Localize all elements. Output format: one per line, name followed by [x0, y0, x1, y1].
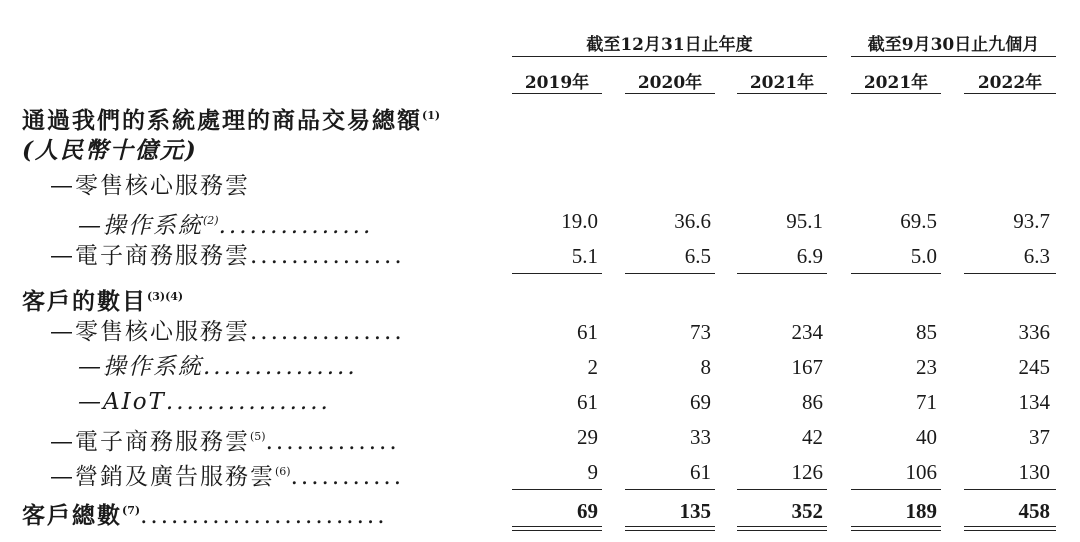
total-double-underline — [512, 530, 602, 531]
total-double-underline — [737, 530, 827, 531]
row-label: —電子商務服務雲 — [50, 429, 250, 455]
cell-value: 69 — [577, 499, 598, 523]
table-row-total — [0, 494, 1080, 528]
cell-value: 42 — [802, 425, 823, 449]
total-double-underline — [625, 526, 715, 527]
cell-value: 73 — [690, 320, 711, 344]
row-label: (人民幣十億元) — [22, 137, 198, 164]
total-underline — [737, 489, 827, 490]
table-row — [0, 239, 1080, 273]
total-double-underline — [512, 526, 602, 527]
cell-value: 86 — [802, 390, 823, 414]
cell-value: 69.5 — [900, 209, 937, 233]
col-header-2022-nine-months: 2022年 — [977, 73, 1043, 93]
table-row — [0, 385, 1080, 419]
footnote-ref: (1) — [422, 109, 441, 122]
cell-value: 23 — [916, 355, 937, 379]
col-header-2019: 2019年 — [524, 73, 590, 93]
total-double-underline — [737, 526, 827, 527]
row-label: 通過我們的系統處理的商品交易總額 — [22, 107, 422, 134]
total-underline — [851, 489, 941, 490]
row-label: —AIoT — [78, 389, 166, 415]
cell-value: 5.1 — [571, 244, 598, 268]
table-row — [0, 455, 1080, 489]
col-underline — [625, 93, 715, 94]
cell-value: 71 — [916, 390, 937, 414]
footnote-ref: (7) — [122, 504, 141, 517]
row-label: —操作系統 — [78, 354, 203, 380]
col-underline — [512, 93, 602, 94]
total-underline — [625, 489, 715, 490]
cell-value: 61 — [690, 460, 711, 484]
cell-value: 33 — [690, 425, 711, 449]
cell-value: 189 — [905, 499, 937, 523]
row-label: 客戶總數 — [22, 502, 122, 529]
header-group-nine-months: 截至9月30日止九個月 — [867, 35, 1040, 55]
footnote-ref: (3)(4) — [147, 290, 184, 303]
subtotal-underline — [964, 273, 1056, 274]
row-label: —操作系統 — [78, 213, 203, 239]
table-row — [0, 99, 1080, 133]
row-label: —電子商務服務雲 — [50, 243, 250, 269]
leader-dots: ........................ — [140, 503, 388, 529]
subtotal-underline — [512, 273, 602, 274]
cell-value: 29 — [577, 425, 598, 449]
col-header-2021: 2021年 — [749, 73, 815, 93]
total-underline — [512, 489, 602, 490]
col-underline — [737, 93, 827, 94]
total-double-underline — [964, 526, 1056, 527]
cell-value: 458 — [1018, 499, 1050, 523]
cell-value: 61 — [577, 390, 598, 414]
cell-value: 245 — [1018, 355, 1050, 379]
cell-value: 6.3 — [1023, 244, 1050, 268]
leader-dots: ............... — [250, 243, 405, 269]
cell-value: 95.1 — [786, 209, 823, 233]
subtotal-underline — [851, 273, 941, 274]
row-label: 客戶的數目 — [22, 288, 147, 315]
table-row — [0, 420, 1080, 454]
leader-dots: ............... — [250, 319, 405, 345]
cell-value: 93.7 — [1013, 209, 1050, 233]
cell-value: 9 — [587, 460, 598, 484]
table-row — [0, 169, 1080, 203]
total-underline — [964, 489, 1056, 490]
cell-value: 40 — [916, 425, 937, 449]
header-group-annual: 截至12月31日止年度 — [586, 35, 753, 55]
cell-value: 61 — [577, 320, 598, 344]
total-double-underline — [851, 530, 941, 531]
row-label: —零售核心服務雲 — [50, 173, 250, 199]
col-header-2021-nine-months: 2021年 — [863, 73, 929, 93]
leader-dots: ............. — [265, 429, 400, 455]
cell-value: 6.9 — [796, 244, 823, 268]
footnote-ref: (2) — [203, 214, 219, 227]
cell-value: 69 — [690, 390, 711, 414]
cell-value: 130 — [1018, 460, 1050, 484]
cell-value: 135 — [679, 499, 711, 523]
col-header-2020: 2020年 — [637, 73, 703, 93]
footnote-ref: (6) — [275, 465, 291, 478]
table-row — [0, 204, 1080, 238]
total-double-underline — [625, 530, 715, 531]
footnote-ref: (5) — [250, 430, 266, 443]
table-row — [0, 280, 1080, 314]
cell-value: 85 — [916, 320, 937, 344]
cell-value: 336 — [1018, 320, 1050, 344]
col-underline — [964, 93, 1056, 94]
cell-value: 37 — [1029, 425, 1050, 449]
subtotal-underline — [625, 273, 715, 274]
cell-value: 134 — [1018, 390, 1050, 414]
total-double-underline — [964, 530, 1056, 531]
table-row — [0, 350, 1080, 384]
header-divider-nine-months — [851, 56, 1056, 57]
cell-value: 352 — [791, 499, 823, 523]
cell-value: 167 — [791, 355, 823, 379]
cell-value: 106 — [905, 460, 937, 484]
row-label: —零售核心服務雲 — [50, 319, 250, 345]
cell-value: 36.6 — [674, 209, 711, 233]
leader-dots: ............... — [203, 354, 358, 380]
table-row — [0, 315, 1080, 349]
cell-value: 234 — [791, 320, 823, 344]
table-row — [0, 134, 1080, 168]
subtotal-underline — [737, 273, 827, 274]
cell-value: 126 — [791, 460, 823, 484]
cell-value: 5.0 — [910, 244, 937, 268]
header-divider-annual — [512, 56, 827, 57]
cell-value: 19.0 — [561, 209, 598, 233]
leader-dots: ................ — [165, 389, 331, 415]
cell-value: 6.5 — [684, 244, 711, 268]
col-underline — [851, 93, 941, 94]
leader-dots: ........... — [290, 464, 405, 490]
total-double-underline — [851, 526, 941, 527]
row-label: —營銷及廣告服務雲 — [50, 464, 275, 490]
cell-value: 2 — [587, 355, 598, 379]
leader-dots: ............... — [218, 213, 374, 239]
cell-value: 8 — [700, 355, 711, 379]
